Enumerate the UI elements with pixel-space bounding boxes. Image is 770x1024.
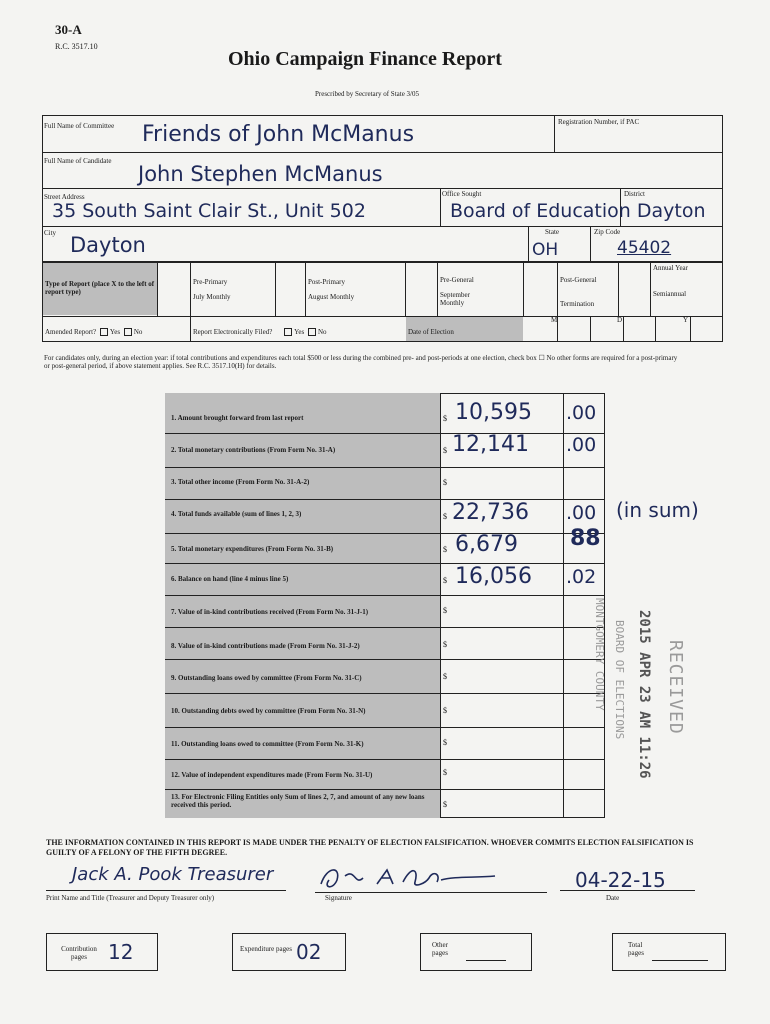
line-3-dollar-sign: $ xyxy=(443,478,447,487)
office-label: Office Sought xyxy=(442,190,482,198)
line-1-dollars-field[interactable]: 10,595 xyxy=(455,400,532,425)
month-label: M xyxy=(551,316,558,324)
electronic-no-label: No xyxy=(318,328,327,336)
line-4-dollar-sign: $ xyxy=(443,512,447,521)
amended-yes-checkbox[interactable] xyxy=(100,328,108,336)
line-5-row xyxy=(165,534,605,564)
received-stamp: RECEIVED xyxy=(665,640,686,735)
line-1-cents-field[interactable]: .00 xyxy=(566,402,597,424)
line-4-label: 4. Total funds available (sum of lines 1, 2, 3) xyxy=(171,510,302,518)
line-12-dollar-sign: $ xyxy=(443,768,447,777)
line-13-dollar-sign: $ xyxy=(443,800,447,809)
line-8-label: 8. Value of in-kind contributions made (From Form No. 31-J-2) xyxy=(171,642,360,650)
line-11-label: 11. Outstanding loans owed to committee (From Form No. 31-K) xyxy=(171,740,364,748)
form-subtitle: Prescribed by Secretary of State 3/05 xyxy=(315,90,419,98)
amended-no-checkbox[interactable] xyxy=(124,328,132,336)
line-11-row xyxy=(165,728,605,760)
line-2-dollar-sign: $ xyxy=(443,446,447,455)
line-6-row xyxy=(165,564,605,596)
line-5-dollars-field[interactable]: 6,679 xyxy=(455,532,518,557)
line-10-row xyxy=(165,694,605,728)
zip-label: Zip Code xyxy=(594,228,621,236)
line-3-row xyxy=(165,468,605,500)
stamp-county: MONTGOMERY COUNTY xyxy=(593,598,606,711)
candidate-notice: For candidates only, during an election year: if total contributions and expenditures each total $500 or less during the combined pre- and post-periods at one election, check box ☐ No other forms are required for a post-primary or post-general period, if above statement applies. See R.C. 3517.10(H) for details. xyxy=(44,354,678,370)
line-6-cents-field[interactable]: .02 xyxy=(566,566,597,588)
amended-no-label: No xyxy=(133,328,143,336)
line-5-cents-field[interactable]: 88 xyxy=(570,526,601,551)
line-12-row xyxy=(165,760,605,790)
form-title: Ohio Campaign Finance Report xyxy=(228,48,502,70)
date-field[interactable]: 04-22-15 xyxy=(575,868,666,892)
line-7-label: 7. Value of in-kind contributions received (From Form No. 31-J-1) xyxy=(171,608,369,616)
line-13-row xyxy=(165,790,605,818)
post-primary-option[interactable]: Post-Primary xyxy=(308,278,345,286)
line-11-dollar-sign: $ xyxy=(443,738,447,747)
line-5-label: 5. Total monetary expenditures (From Form No. 31-B) xyxy=(171,545,334,553)
electronic-filed-row xyxy=(193,328,327,336)
expenditure-pages-field[interactable]: 02 xyxy=(296,940,322,964)
print-name-field[interactable]: Jack A. Pook Treasurer xyxy=(72,864,274,885)
line-13-label: 13. For Electronic Filing Entities only Sum of lines 2, 7, and amount of any new loans received this period. xyxy=(171,793,425,809)
other-pages-label: Other pages xyxy=(432,941,448,957)
line-1-row xyxy=(165,400,605,434)
line-4-cents-field[interactable]: .00 xyxy=(566,502,597,524)
print-name-label: Print Name and Title (Treasurer and Deputy Treasurer only) xyxy=(46,894,215,902)
contribution-pages-field[interactable]: 12 xyxy=(108,940,134,964)
line-6-dollars-field[interactable]: 16,056 xyxy=(455,564,532,589)
date-label: Date xyxy=(606,894,620,902)
amended-report-row xyxy=(45,328,142,336)
line-8-dollar-sign: $ xyxy=(443,640,447,649)
election-date-label: Date of Election xyxy=(408,328,454,336)
line-10-dollar-sign: $ xyxy=(443,706,447,715)
city-label: City xyxy=(44,229,57,237)
semiannual-option[interactable]: Semiannual xyxy=(653,290,687,298)
expenditure-pages-label: Expenditure pages xyxy=(240,945,292,953)
state-field[interactable]: OH xyxy=(532,240,559,260)
line-7-row xyxy=(165,596,605,628)
stamp-board: BOARD OF ELECTIONS xyxy=(613,620,626,740)
line-2-cents-field[interactable]: .00 xyxy=(566,434,597,456)
year-label: Y xyxy=(683,316,689,324)
penalty-statement: THE INFORMATION CONTAINED IN THIS REPORT IS MADE UNDER THE PENALTY OF ELECTION FALSIFICATION. WHOEVER COMMITS ELECTION FALSIFICATION IS GUILTY OF A FELONY OF THE FIFTH DEGREE. xyxy=(46,838,694,857)
line-10-label: 10. Outstanding debts owed by committee (From Form No. 31-N) xyxy=(171,707,366,715)
august-monthly-option[interactable]: August Monthly xyxy=(308,293,355,301)
annual-year-option[interactable]: Annual Year xyxy=(653,264,688,272)
signature-scribble xyxy=(315,862,515,892)
rc-reference: R.C. 3517.10 xyxy=(55,42,98,51)
line-9-dollar-sign: $ xyxy=(443,672,447,681)
committee-label: Full Name of Committee xyxy=(44,122,115,130)
line-1-dollar-sign: $ xyxy=(443,414,447,423)
post-general-option[interactable]: Post-General xyxy=(560,276,597,284)
street-address-field[interactable]: 35 South Saint Clair St., Unit 502 xyxy=(52,200,366,222)
september-monthly-option[interactable]: September Monthly xyxy=(440,291,470,307)
day-label: D xyxy=(617,316,623,324)
line-9-label: 9. Outstanding loans owed by committee (From Form No. 31-C) xyxy=(171,674,362,682)
electronic-no-checkbox[interactable] xyxy=(308,328,316,336)
report-type-label: Type of Report (place X to the left of report type) xyxy=(45,280,155,296)
line-4-row xyxy=(165,500,605,534)
zip-field[interactable]: 45402 xyxy=(617,238,672,258)
stamp-date: 2015 APR 23 AM 11:26 xyxy=(636,610,652,779)
contribution-pages-label: Contribution pages xyxy=(61,945,97,961)
electronic-yes-label: Yes xyxy=(294,328,305,336)
line-7-dollar-sign: $ xyxy=(443,606,447,615)
line-8-row xyxy=(165,628,605,660)
form-id: 30-A xyxy=(55,22,82,37)
signature-field[interactable] xyxy=(315,862,515,892)
termination-option[interactable]: Termination xyxy=(560,300,595,308)
line-4-dollars-field[interactable]: 22,736 xyxy=(452,500,529,525)
line-2-row xyxy=(165,434,605,468)
candidate-name-field[interactable]: John Stephen McManus xyxy=(138,162,383,186)
in-sum-note: (in sum) xyxy=(616,498,699,522)
street-label: Street Address xyxy=(44,193,85,201)
july-monthly-option[interactable]: July Monthly xyxy=(193,293,231,301)
office-sought-field[interactable]: Board of Education Dayton xyxy=(450,200,706,222)
pre-general-option[interactable]: Pre-General xyxy=(440,276,474,284)
line-3-label: 3. Total other income (From Form No. 31-A-2) xyxy=(171,478,310,486)
city-field[interactable]: Dayton xyxy=(70,233,146,257)
registration-label: Registration Number, if PAC xyxy=(558,118,640,126)
line-1-label: 1. Amount brought forward from last report xyxy=(171,414,304,422)
line-5-dollar-sign: $ xyxy=(443,545,447,554)
amended-label: Amended Report? xyxy=(45,328,97,336)
electronic-label: Report Electronically Filed? xyxy=(193,328,273,336)
signature-label: Signature xyxy=(325,894,352,902)
committee-name-field[interactable]: Friends of John McManus xyxy=(142,122,415,147)
line-6-label: 6. Balance on hand (line 4 minus line 5) xyxy=(171,575,289,583)
line-6-dollar-sign: $ xyxy=(443,576,447,585)
pre-primary-option[interactable]: Pre-Primary xyxy=(193,278,228,286)
line-9-row xyxy=(165,660,605,694)
district-label: District xyxy=(624,190,645,198)
amended-yes-label: Yes xyxy=(109,328,121,336)
electronic-yes-checkbox[interactable] xyxy=(284,328,292,336)
total-pages-label: Total pages xyxy=(628,941,644,957)
candidate-label: Full Name of Candidate xyxy=(44,157,112,165)
line-12-label: 12. Value of independent expenditures made (From Form No. 31-U) xyxy=(171,771,373,779)
line-2-dollars-field[interactable]: 12,141 xyxy=(452,432,529,457)
line-2-label: 2. Total monetary contributions (From Form No. 31-A) xyxy=(171,446,336,454)
state-label: State xyxy=(545,228,559,236)
